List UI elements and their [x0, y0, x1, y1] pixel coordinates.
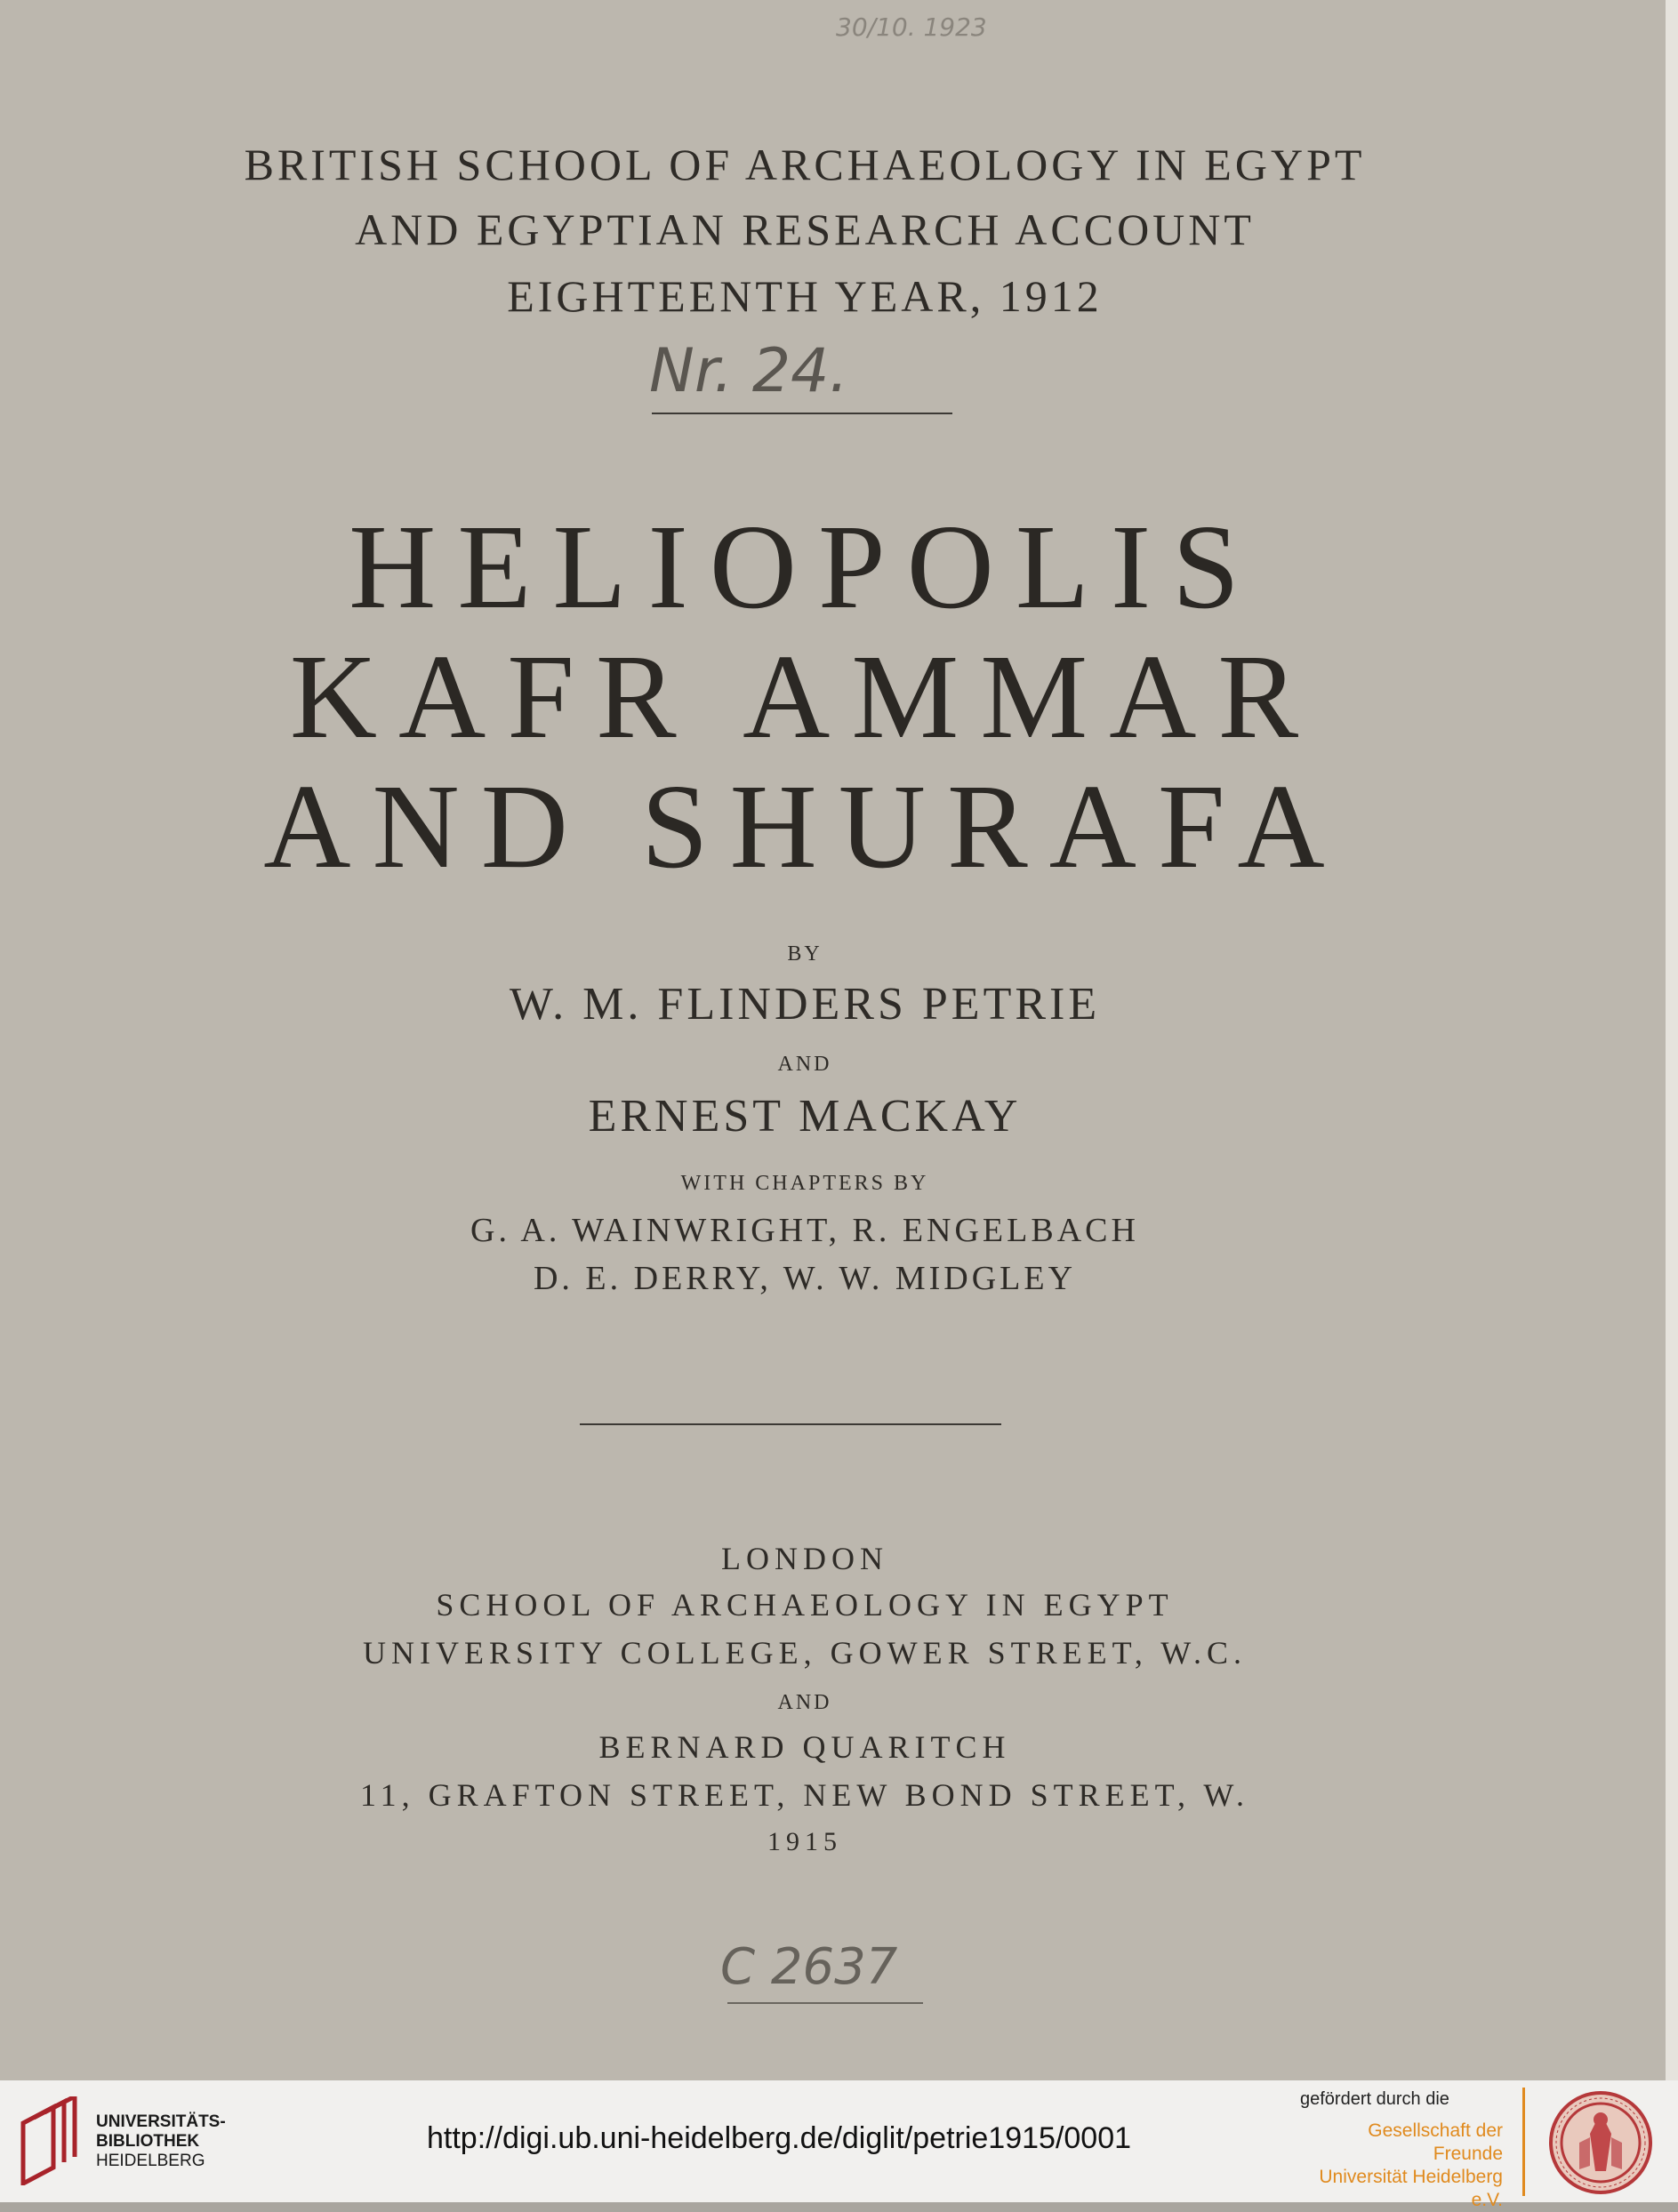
- imprint-and: AND: [777, 1691, 832, 1714]
- series-line-1: BRITISH SCHOOL OF ARCHAEOLOGY IN EGYPT: [244, 140, 1366, 189]
- sponsor-intro: gefördert durch die: [1300, 2089, 1449, 2109]
- permalink-url[interactable]: http://digi.ub.uni-heidelberg.de/diglit/petrie1915/0001: [427, 2121, 1132, 2155]
- series-line-2: AND EGYPTIAN RESEARCH ACCOUNT: [355, 204, 1255, 254]
- handwritten-shelfmark: C 2637: [720, 1938, 898, 1996]
- sponsor-name: [1297, 2120, 1503, 2212]
- imprint-year: 1915: [767, 1827, 842, 1856]
- number-underline: [652, 413, 952, 414]
- handwritten-date: 30/10. 1923: [836, 12, 987, 42]
- author-petrie: W. M. FLINDERS PETRIE: [509, 979, 1101, 1030]
- with-chapters-label: WITH CHAPTERS BY: [680, 1172, 929, 1195]
- university-library-name: [96, 2112, 226, 2171]
- by-label: BY: [787, 942, 823, 966]
- contributors-line-1: G. A. WAINWRIGHT, R. ENGELBACH: [470, 1212, 1139, 1249]
- sponsor-line-1: Gesellschaft der Freunde: [1368, 2120, 1503, 2164]
- title-line-2: KAFR AMMAR: [289, 630, 1321, 764]
- imprint-address-1: UNIVERSITY COLLEGE, GOWER STREET, W.C.: [363, 1635, 1247, 1671]
- shelfmark-underline: [727, 2002, 923, 2004]
- title-line-1: HELIOPOLIS: [349, 501, 1261, 634]
- imprint-publisher-2: BERNARD QUARITCH: [598, 1729, 1011, 1765]
- series-line-3: EIGHTEENTH YEAR, 1912: [507, 271, 1103, 321]
- footer-bar: [0, 2080, 1678, 2210]
- library-name-line-1: UNIVERSITÄTS-: [96, 2112, 226, 2131]
- library-name-line-2: BIBLIOTHEK: [96, 2132, 200, 2151]
- divider-rule: [580, 1423, 1001, 1425]
- imprint-publisher-1: SCHOOL OF ARCHAEOLOGY IN EGYPT: [436, 1587, 1174, 1623]
- title-line-3: AND SHURAFA: [263, 760, 1346, 894]
- university-seal-icon: [1547, 2089, 1654, 2196]
- library-name-line-3: HEIDELBERG: [96, 2152, 205, 2170]
- handwritten-number: Nr. 24.: [649, 336, 848, 406]
- author-mackay: ERNEST MACKAY: [588, 1091, 1022, 1142]
- and-label: AND: [777, 1053, 832, 1076]
- sponsor-line-2: Universität Heidelberg e.V.: [1319, 2167, 1503, 2210]
- page-edge: [1666, 0, 1678, 2080]
- imprint-address-2: 11, GRAFTON STREET, NEW BOND STREET, W.: [359, 1777, 1250, 1813]
- university-library-logo-icon: [18, 2096, 82, 2185]
- contributors-line-2: D. E. DERRY, W. W. MIDGLEY: [533, 1260, 1077, 1297]
- sponsor-divider: [1522, 2088, 1525, 2196]
- imprint-city: LONDON: [721, 1541, 888, 1576]
